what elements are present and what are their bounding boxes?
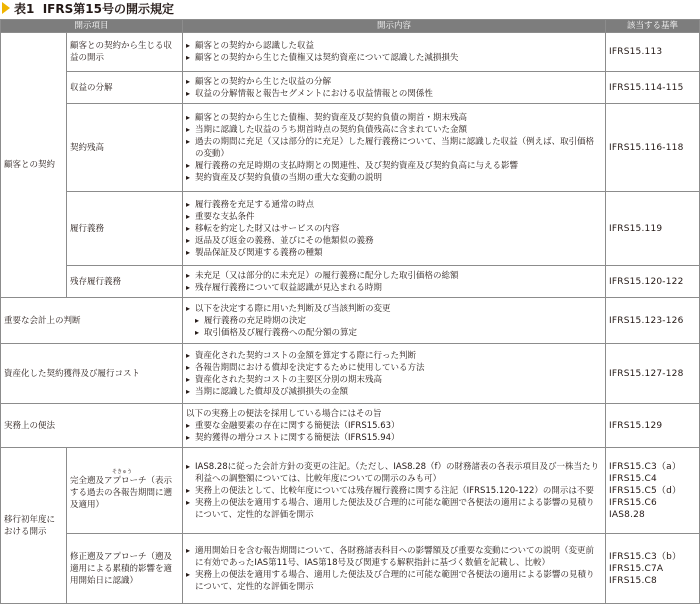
list-item: ▸ 適用開始日を含む報告期間について、各財務諸表科目への影響額及び重要な変動についての説明（変更前に有効であったIAS第11号、IAS第18号及び関連する解釈指針に基づく数値を記載し、比較） (186, 545, 602, 569)
list-item: ▸ 実務上の便法として、比較年度については残存履行義務に関する注記（IFRS15.120-122）の開示は不要 (186, 485, 602, 497)
list-item: ▸ 顧客との契約から生じた債権又は契約資産について認識した減損損失 (186, 52, 602, 64)
content-cell (183, 104, 606, 192)
list-item: ▸ 実務上の便法を適用する場合、適用した便法及び合理的に可能な範囲で各便法の適用による影響の見積りについて、定性的な評価を開示 (186, 569, 602, 593)
standard-line: IFRS15.C7A (609, 563, 664, 574)
category-contracts: 顧客との契約 (1, 33, 67, 298)
standard-line: IFRS15.C6 (609, 497, 657, 508)
category-costs: 資産化した契約獲得及び履行コスト (1, 344, 183, 404)
header-item: 開示項目 (1, 20, 183, 33)
standard-line: IAS8.28 (609, 509, 645, 520)
list-item: ▸ 未充足（又は部分的に未充足）の履行義務に配分した取引価格の総額 (186, 270, 602, 282)
disclosure-table (0, 19, 700, 604)
list-item: ▸ 以下を決定する際に用いた判断及び当該判断の変更 (186, 303, 602, 315)
table-label: 表1 (14, 1, 35, 16)
standard-line: IFRS15.C4 (609, 473, 657, 484)
table-row (1, 72, 700, 104)
sub-item: 契約残高 (67, 104, 183, 192)
standard-line: IFRS15.C8 (609, 575, 657, 586)
table-row (1, 534, 700, 604)
list-item: ▸ 顧客との契約から生じた収益の分解 (186, 76, 602, 88)
header-standard: 該当する基準 (606, 20, 700, 33)
table-row (1, 266, 700, 298)
sub-item: 残存履行義務 (67, 266, 183, 298)
table-row (1, 104, 700, 192)
list-item: ▸ 返品及び返金の義務、並びにその他類似の義務 (186, 235, 602, 247)
list-item: ▸ 契約獲得の増分コストに関する簡便法（IFRS15.94） (186, 432, 602, 444)
table-row (1, 33, 700, 72)
sub-item (67, 448, 183, 534)
sub-item: 収益の分解 (67, 72, 183, 104)
category-judgments: 重要な会計上の判断 (1, 298, 183, 344)
standard-cell: IFRS15.114-115 (606, 72, 700, 104)
standard-cell (606, 534, 700, 604)
standard-cell: IFRS15.113 (606, 33, 700, 72)
content-cell (183, 33, 606, 72)
category-expedients: 実務上の便法 (1, 404, 183, 448)
standard-line: IFRS15.C5（d） (609, 485, 682, 496)
content-cell (183, 344, 606, 404)
list-item: ▸ 当期に認識した収益のうち期首時点の契約負債残高に含まれていた金額 (186, 124, 602, 136)
nested-list-item: ▸ 履行義務の充足時期の決定 (186, 315, 602, 327)
content-cell (183, 404, 606, 448)
standard-cell: IFRS15.116-118 (606, 104, 700, 192)
list-item: ▸ 重要な金融要素の存在に関する簡便法（IFRS15.63） (186, 420, 602, 432)
list-item: ▸ 製品保証及び関連する義務の種類 (186, 247, 602, 259)
title-triangle-icon (2, 2, 10, 14)
table-row (1, 298, 700, 344)
list-item: ▸ 履行義務の充足時期の支払時期との関連性、及び契約資産及び契約負高に与える影響 (186, 160, 602, 172)
content-cell (183, 534, 606, 604)
ruby-reading: そきゅう (112, 469, 133, 475)
standard-cell: IFRS15.129 (606, 404, 700, 448)
content-cell (183, 266, 606, 298)
sub-item: 顧客との契約から生じる収益の開示 (67, 33, 183, 72)
list-item: ▸ 当期に認識した償却及び減損損失の金額 (186, 386, 602, 398)
intro-text: 以下の実務上の便法を採用している場合にはその旨 (186, 408, 382, 419)
list-item: ▸ 実務上の便法を適用する場合、適用した便法及び合理的に可能な範囲で各便法の適用による影響の見積りについて、定性的な評価を開示 (186, 497, 602, 521)
list-item: ▸ 履行義務を充足する通常の時点 (186, 199, 602, 211)
content-cell (183, 448, 606, 534)
sub-item: 履行義務 (67, 192, 183, 266)
standard-cell: IFRS15.127-128 (606, 344, 700, 404)
nested-list-item: ▸ 取引価格及び履行義務への配分額の算定 (186, 327, 602, 339)
standard-line: IFRS15.C3（b） (609, 551, 682, 562)
table-row (1, 192, 700, 266)
standard-cell: IFRS15.123-126 (606, 298, 700, 344)
list-item: ▸ 残存履行義務について収益認識が見込まれる時期 (186, 282, 602, 294)
list-item: ▸ 各報告期間における償却を決定するために使用している方法 (186, 362, 602, 374)
table-title: IFRS第15号の開示規定 (42, 1, 174, 16)
table-row (1, 448, 700, 534)
category-transition: 移行初年度における開示 (1, 448, 67, 604)
title-bar (0, 0, 700, 16)
content-cell (183, 298, 606, 344)
list-item: ▸ IAS8.28に従った会計方針の変更の注記。（ただし、IAS8.28（f）の財務諸表の各表示項目及び一株当たり利益への調整額については、比較年度についての開示のみも可） (186, 461, 602, 485)
header-row (1, 20, 700, 33)
standard-cell: IFRS15.119 (606, 192, 700, 266)
list-item: ▸ 顧客との契約から生じた債権、契約資産及び契約負債の期首・期末残高 (186, 112, 602, 124)
list-item: ▸ 重要な支払条件 (186, 211, 602, 223)
sub-item-label: 完全遡及アプローチ（表示する過去の各報告期間に遡及適用） (70, 476, 173, 510)
standard-cell: IFRS15.120-122 (606, 266, 700, 298)
content-cell (183, 72, 606, 104)
list-item: ▸ 契約資産及び契約負債の当期の重大な変動の説明 (186, 172, 602, 184)
standard-cell (606, 448, 700, 534)
content-cell (183, 192, 606, 266)
table-row (1, 404, 700, 448)
list-item: ▸ 資産化された契約コストの主要区分別の期末残高 (186, 374, 602, 386)
list-item: ▸ 顧客との契約から認識した収益 (186, 40, 602, 52)
header-content: 開示内容 (183, 20, 606, 33)
list-item: ▸ 収益の分解情報と報告セグメントにおける収益情報との関係性 (186, 88, 602, 100)
list-item: ▸ 過去の期間に充足（又は部分的に充足）した履行義務について、当期に認識した収益（例えば、取引価格の変動） (186, 136, 602, 160)
standard-line: IFRS15.C3（a） (609, 461, 682, 472)
list-item: ▸ 移転を約定した財又はサービスの内容 (186, 223, 602, 235)
list-item: ▸ 資産化された契約コストの金額を算定する際に行った判断 (186, 350, 602, 362)
sub-item: 修正遡及アプローチ（遡及適用による累積的影響を適用開始日に認識） (67, 534, 183, 604)
table-row (1, 344, 700, 404)
